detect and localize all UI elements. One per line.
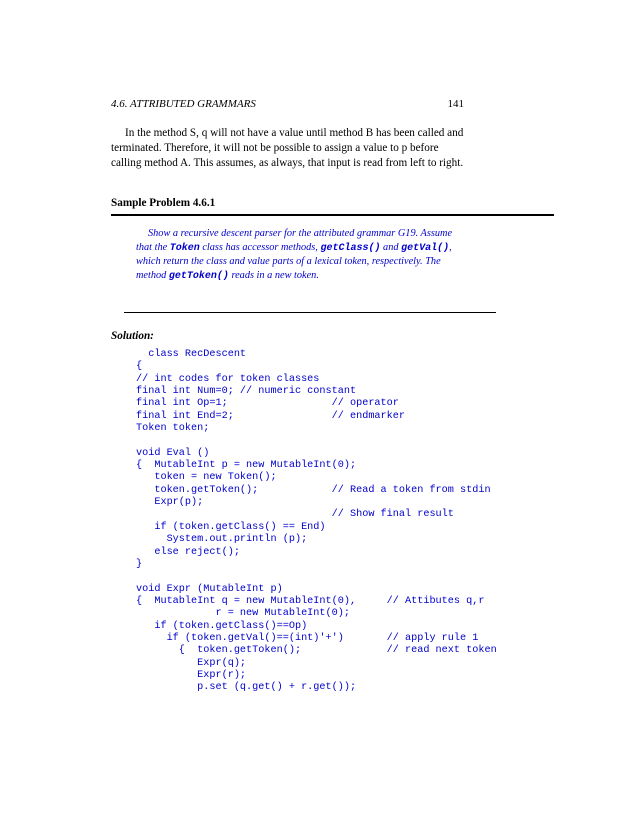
code-line: { MutableInt q = new MutableInt(0), // Attibutes q,r: [136, 595, 485, 607]
intro-paragraph: [111, 126, 464, 171]
problem-text-part: Show a recursive descent parser for the attributed grammar G19. Assume that the: [136, 228, 453, 253]
running-header: 4.6. ATTRIBUTED GRAMMARS: [111, 98, 256, 110]
code-line: Expr(p);: [136, 497, 204, 509]
code-line: Expr(q);: [136, 657, 247, 669]
problem-text-part: and: [380, 241, 402, 253]
intro-text: In the method S, q will not have a value until method B has been called and terminated. Therefore, it will not be possible to assign a value to p before calling method A. This assumes, as always, that input is read from left to right.: [111, 127, 464, 169]
problem-text-part: , which return the class and value parts of a lexical token, respectively. The method: [136, 241, 452, 281]
code-line: class RecDescent: [136, 349, 247, 360]
code-line: if (token.getVal()==(int)'+') // apply rule 1: [136, 632, 479, 644]
code-line: else reject();: [136, 546, 240, 558]
code-gettoken: getToken(): [168, 270, 229, 282]
code-line: System.out.println (p);: [136, 534, 308, 546]
problem-text: [136, 227, 466, 283]
code-line: void Expr (MutableInt p): [136, 583, 283, 595]
code-line: if (token.getClass()==Op): [136, 620, 308, 632]
code-getval: getVal(): [401, 242, 450, 254]
code-line: Expr(r);: [136, 669, 247, 681]
code-line: // Show final result: [136, 509, 454, 521]
problem-rule: [124, 312, 496, 313]
problem-text-part: class has accessor methods,: [199, 241, 321, 253]
page-number: 141: [447, 98, 464, 110]
code-token-class: Token: [169, 242, 200, 254]
code-getclass: getClass(): [320, 242, 381, 254]
code-listing: [136, 349, 497, 695]
code-line: }: [136, 558, 143, 570]
code-line: token.getToken(); // Read a token from stdin: [136, 484, 491, 496]
code-line: p.set (q.get() + r.get());: [136, 682, 357, 694]
section-rule: [111, 214, 554, 216]
problem-text-part: reads in a new token.: [228, 269, 319, 281]
code-line: [136, 435, 497, 447]
code-line: Token token;: [136, 423, 210, 435]
code-line: final int Op=1; // operator: [136, 398, 399, 410]
code-line: final int End=2; // endmarker: [136, 410, 405, 422]
code-line: { token.getToken(); // read next token: [136, 645, 497, 657]
code-line: final int Num=0; // numeric constant: [136, 386, 357, 398]
code-line: token = new Token();: [136, 472, 277, 484]
code-line: [136, 571, 497, 583]
code-line: void Eval (): [136, 447, 210, 459]
code-line: r = new MutableInt(0);: [136, 608, 350, 620]
code-line: if (token.getClass() == End): [136, 521, 326, 533]
code-line: // int codes for token classes: [136, 373, 320, 385]
problem-statement: [136, 227, 466, 283]
solution-label: Solution:: [111, 330, 154, 342]
code-line: { MutableInt p = new MutableInt(0);: [136, 460, 357, 472]
code-line: {: [136, 361, 143, 373]
sample-problem-title: Sample Problem 4.6.1: [111, 197, 216, 209]
